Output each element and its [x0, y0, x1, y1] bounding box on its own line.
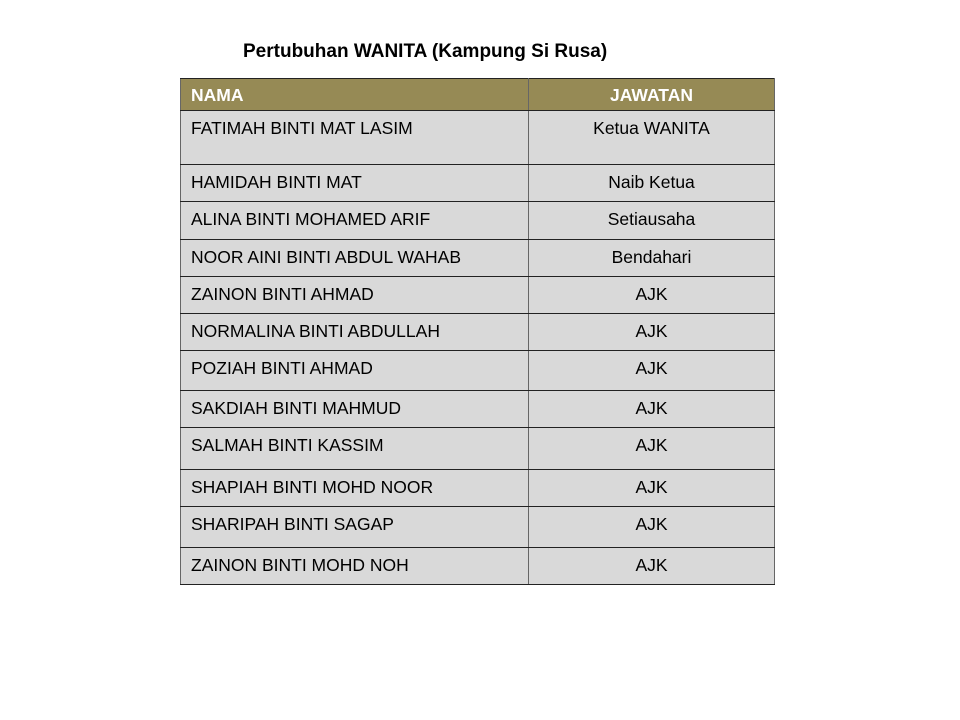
- cell-nama: SALMAH BINTI KASSIM: [181, 428, 529, 470]
- cell-jawatan: AJK: [529, 470, 775, 507]
- cell-jawatan: AJK: [529, 351, 775, 391]
- cell-nama: ALINA BINTI MOHAMED ARIF: [181, 202, 529, 240]
- cell-nama: NOOR AINI BINTI ABDUL WAHAB: [181, 240, 529, 277]
- table-row: [181, 277, 775, 314]
- cell-nama: POZIAH BINTI AHMAD: [181, 351, 529, 391]
- cell-nama: HAMIDAH BINTI MAT: [181, 165, 529, 202]
- cell-nama: SHAPIAH BINTI MOHD NOOR: [181, 470, 529, 507]
- table-row: [181, 202, 775, 240]
- members-table: [180, 78, 775, 585]
- cell-jawatan: AJK: [529, 428, 775, 470]
- cell-jawatan: AJK: [529, 277, 775, 314]
- cell-nama: SHARIPAH BINTI SAGAP: [181, 507, 529, 548]
- cell-jawatan: Ketua WANITA: [529, 111, 775, 165]
- cell-nama: SAKDIAH BINTI MAHMUD: [181, 391, 529, 428]
- cell-jawatan: AJK: [529, 507, 775, 548]
- cell-jawatan: Bendahari: [529, 240, 775, 277]
- cell-nama: ZAINON BINTI MOHD NOH: [181, 548, 529, 585]
- table-header-row: [181, 79, 775, 111]
- cell-jawatan: AJK: [529, 548, 775, 585]
- table-row: [181, 470, 775, 507]
- header-nama: NAMA: [181, 79, 529, 111]
- cell-jawatan: Naib Ketua: [529, 165, 775, 202]
- table-row: [181, 507, 775, 548]
- table-row: [181, 351, 775, 391]
- header-jawatan: JAWATAN: [529, 79, 775, 111]
- cell-jawatan: AJK: [529, 314, 775, 351]
- cell-jawatan: AJK: [529, 391, 775, 428]
- page-title: Pertubuhan WANITA (Kampung Si Rusa): [243, 41, 608, 62]
- table-row: [181, 548, 775, 585]
- cell-jawatan: Setiausaha: [529, 202, 775, 240]
- table-row: [181, 428, 775, 470]
- table-row: [181, 240, 775, 277]
- table-row: [181, 314, 775, 351]
- table-row: [181, 111, 775, 165]
- table-row: [181, 165, 775, 202]
- cell-nama: ZAINON BINTI AHMAD: [181, 277, 529, 314]
- table-row: [181, 391, 775, 428]
- cell-nama: FATIMAH BINTI MAT LASIM: [181, 111, 529, 165]
- cell-nama: NORMALINA BINTI ABDULLAH: [181, 314, 529, 351]
